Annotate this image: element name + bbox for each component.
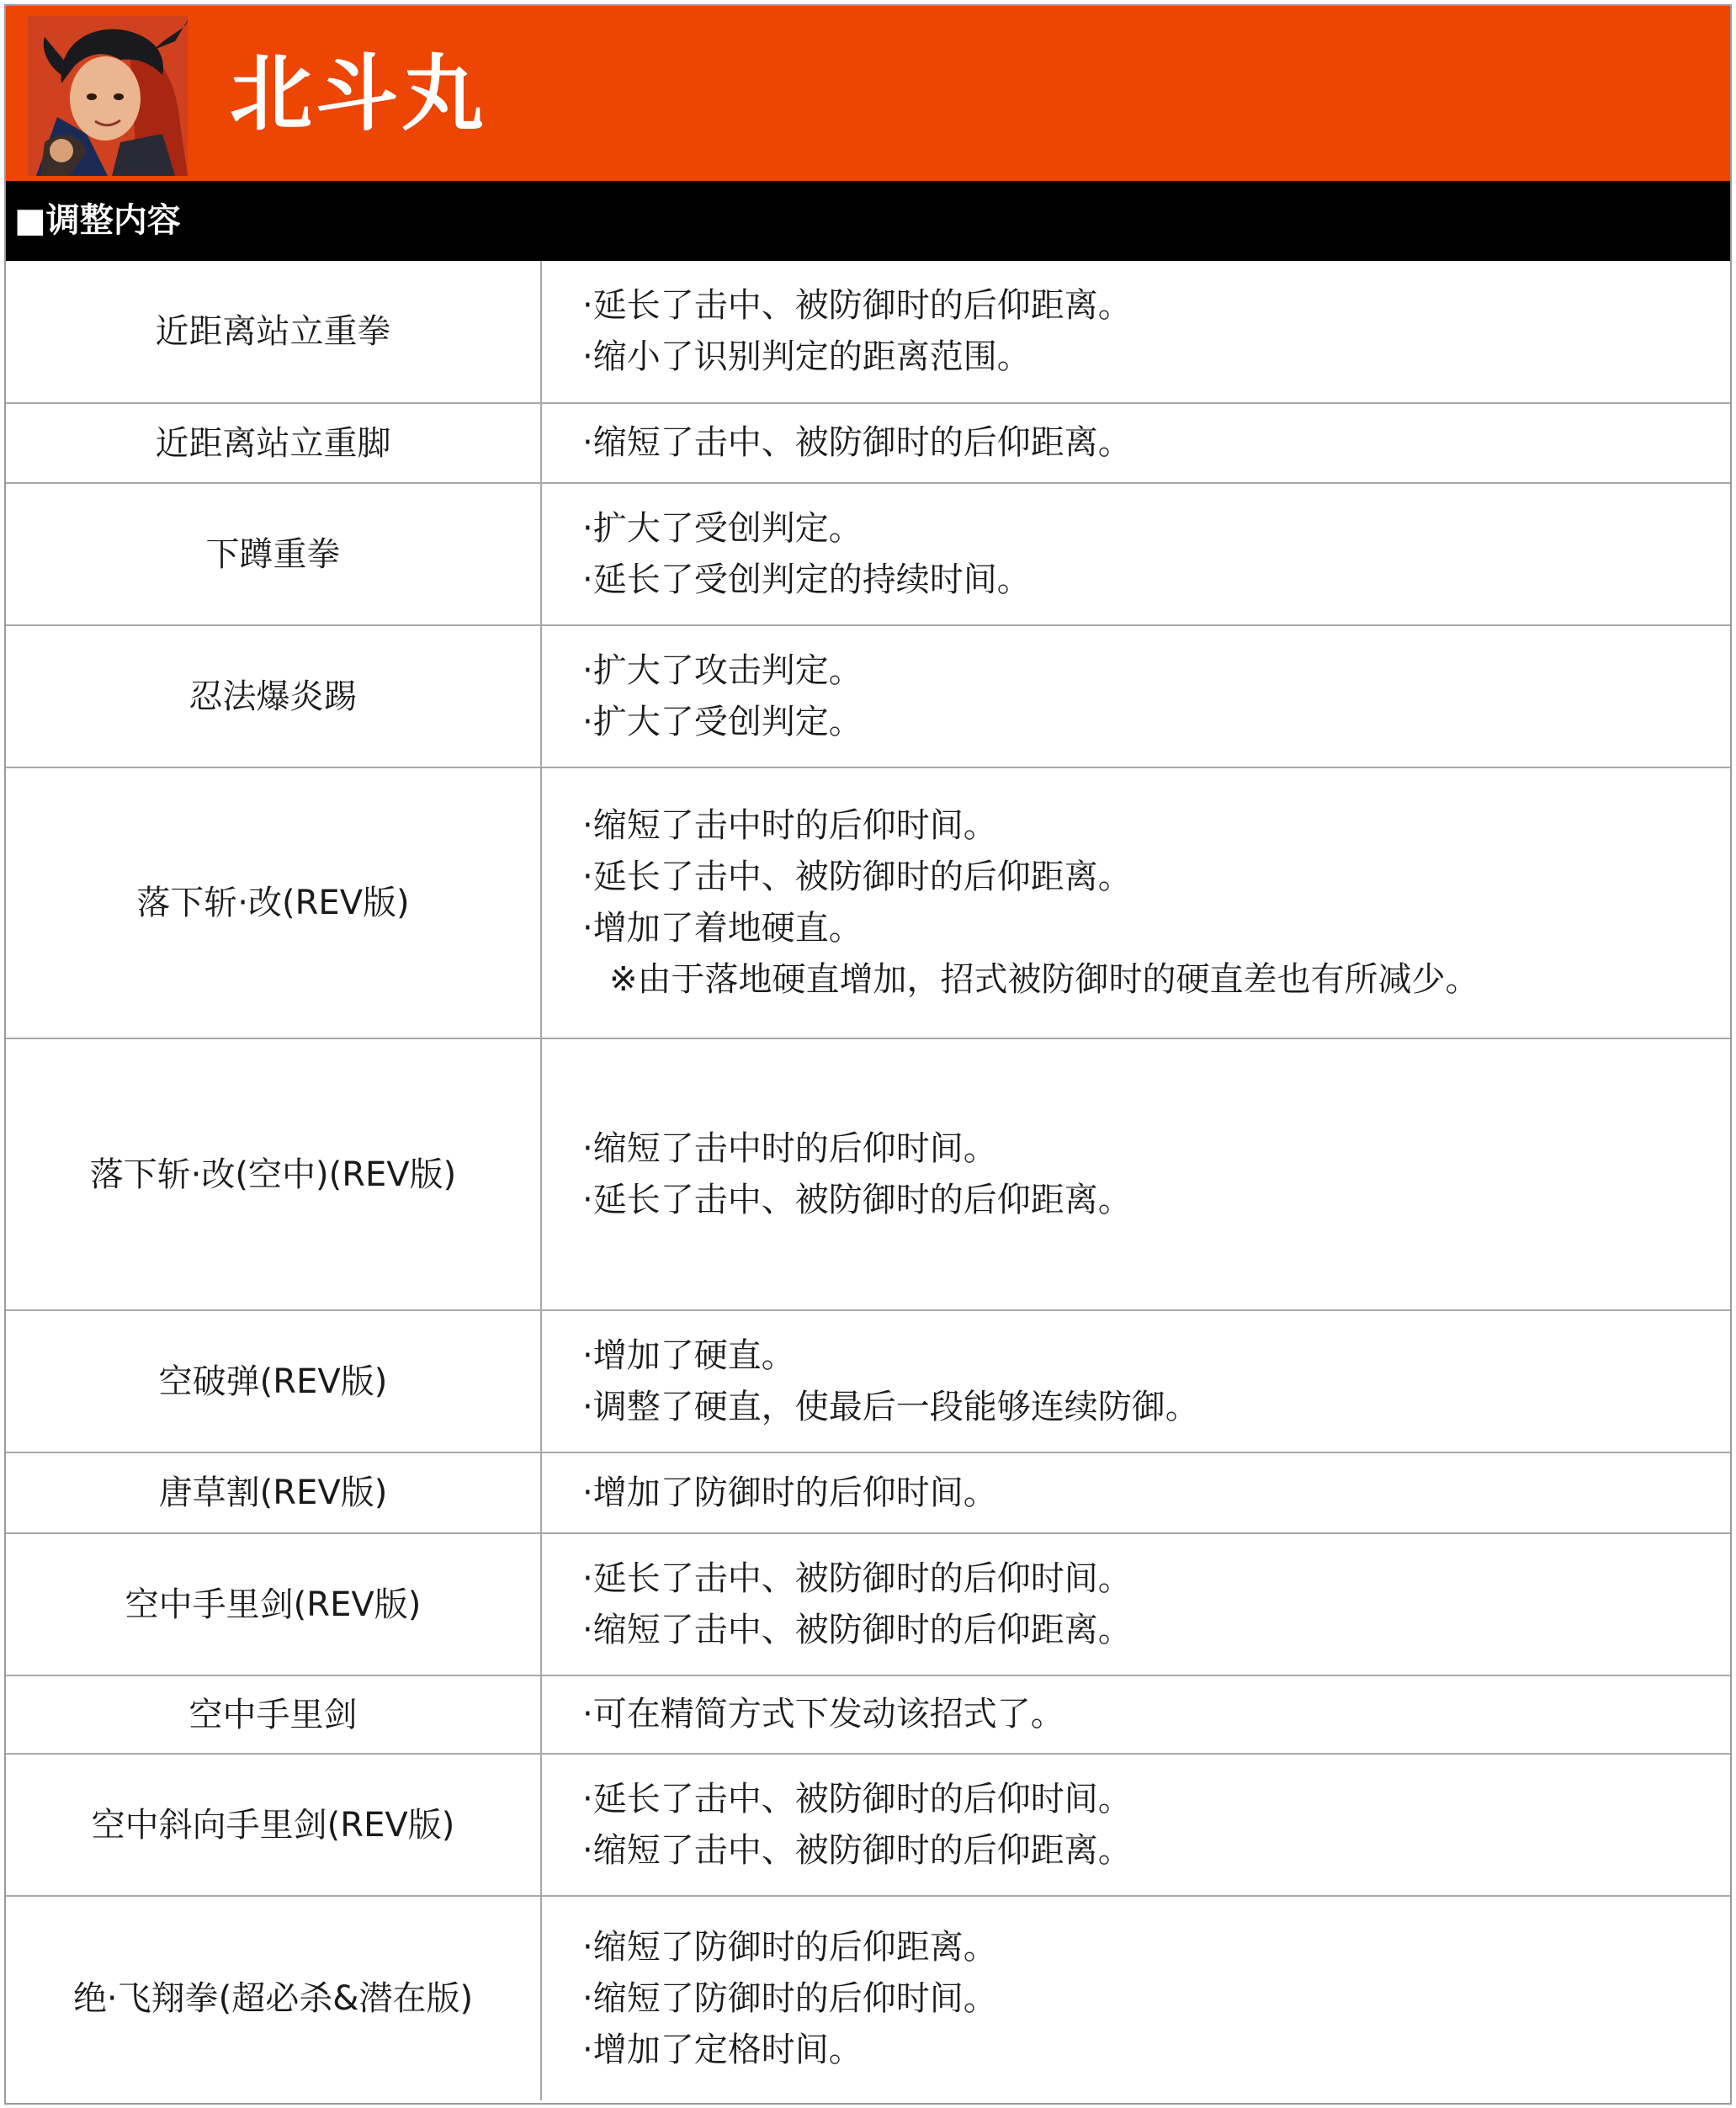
- move-name: 空中手里剑: [6, 1676, 542, 1753]
- move-name: 唐草割(REV版): [6, 1453, 542, 1532]
- table-row: [6, 626, 1730, 768]
- table-row: [6, 484, 1730, 626]
- move-name: 空破弹(REV版): [6, 1311, 542, 1452]
- change-item: ·缩短了击中时的后仰时间。: [582, 806, 997, 845]
- section-heading: ■调整内容: [6, 181, 1730, 261]
- move-name: 下蹲重拳: [6, 484, 542, 624]
- change-item: ·延长了受创判定的持续时间。: [582, 560, 1031, 599]
- change-item: ·缩短了防御时的后仰时间。: [582, 1978, 997, 2018]
- change-list: [542, 1453, 1730, 1532]
- table-row: [6, 768, 1730, 1039]
- change-item: ·缩短了击中、被防御时的后仰距离。: [582, 1610, 1132, 1649]
- move-name: 近距离站立重脚: [6, 404, 542, 482]
- change-item: ·增加了防御时的后仰时间。: [582, 1473, 997, 1512]
- change-item: ·可在精简方式下发动该招式了。: [582, 1695, 1064, 1734]
- table-row: [6, 1676, 1730, 1755]
- change-item: ·增加了硬直。: [582, 1335, 795, 1375]
- change-list: [542, 404, 1730, 482]
- change-item: ·扩大了攻击判定。: [582, 650, 863, 690]
- change-item: ·缩短了防御时的后仰距离。: [582, 1927, 997, 1967]
- change-item: ·延长了击中、被防御时的后仰时间。: [582, 1779, 1132, 1819]
- change-item: ·增加了着地硬直。: [582, 909, 863, 948]
- change-item: ·延长了击中、被防御时的后仰距离。: [582, 858, 1132, 896]
- move-name: 落下斩·改(REV版): [6, 768, 542, 1038]
- change-item: ·扩大了受创判定。: [582, 702, 863, 741]
- change-list: [542, 1897, 1730, 2100]
- move-name: 近距离站立重拳: [6, 261, 542, 402]
- character-name: 北斗丸: [230, 46, 488, 142]
- change-item: ·调整了硬直，使最后一段能够连续防御。: [582, 1387, 1199, 1426]
- move-name: 空中手里剑(REV版): [6, 1534, 542, 1675]
- change-list: [542, 1311, 1730, 1452]
- change-list: [542, 1039, 1730, 1309]
- change-item: ·扩大了受创判定。: [582, 508, 863, 548]
- character-header: [6, 6, 1730, 181]
- table-row: [6, 1039, 1730, 1311]
- move-name: 落下斩·改(空中)(REV版): [6, 1039, 542, 1309]
- table-row: [6, 404, 1730, 484]
- change-list: [542, 1534, 1730, 1675]
- change-list: [542, 626, 1730, 767]
- table-row: [6, 1311, 1730, 1453]
- change-note: ※由于落地硬直增加，招式被防御时的硬直差也有所减少。: [609, 960, 1479, 999]
- character-portrait: [28, 16, 188, 176]
- table-row: [6, 1534, 1730, 1676]
- change-list: [542, 768, 1730, 1038]
- table-row: [6, 1755, 1730, 1897]
- change-item: ·缩小了识别判定的距离范围。: [582, 337, 1031, 376]
- move-name: 绝·飞翔拳(超必杀&潜在版): [6, 1897, 542, 2100]
- change-item: ·延长了击中、被防御时的后仰时间。: [582, 1558, 1132, 1598]
- change-item: ·缩短了击中、被防御时的后仰距离。: [582, 423, 1132, 462]
- change-list: [542, 261, 1730, 402]
- change-item: ·增加了定格时间。: [582, 2030, 863, 2069]
- character-portrait-image: [28, 16, 188, 176]
- change-item: ·缩短了击中、被防御时的后仰距离。: [582, 1830, 1132, 1870]
- change-item: ·缩短了击中时的后仰时间。: [582, 1128, 997, 1168]
- change-list: [542, 484, 1730, 624]
- table-row: [6, 1897, 1730, 2100]
- table-row: [6, 1453, 1730, 1534]
- change-item: ·延长了击中、被防御时的后仰距离。: [582, 1180, 1132, 1219]
- change-list: [542, 1676, 1730, 1753]
- move-name: 空中斜向手里剑(REV版): [6, 1755, 542, 1895]
- table-row: [6, 261, 1730, 404]
- change-item: ·延长了击中、被防御时的后仰距离。: [582, 286, 1132, 325]
- move-name: 忍法爆炎踢: [6, 626, 542, 767]
- change-list: [542, 1755, 1730, 1895]
